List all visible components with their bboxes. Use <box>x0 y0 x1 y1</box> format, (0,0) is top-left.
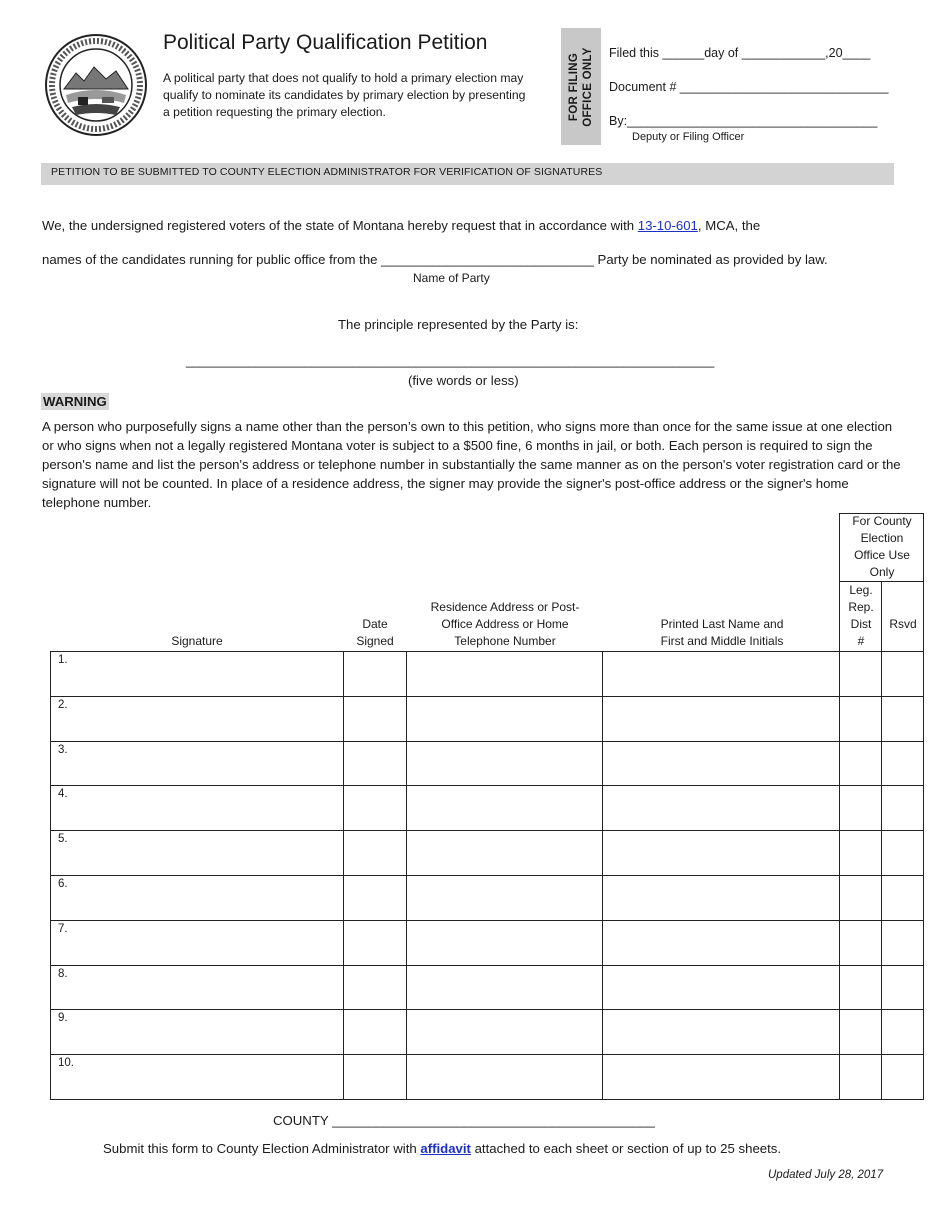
row-number: 10. <box>58 1057 74 1069</box>
column-header-county-use <box>840 513 924 581</box>
county-field[interactable]: COUNTY ____________________________________________ <box>273 1113 655 1128</box>
updated-date: Updated July 28, 2017 <box>768 1169 884 1181</box>
column-header-county-line1: For County <box>852 514 912 528</box>
table-row[interactable] <box>51 742 923 785</box>
statute-link[interactable]: 13-10-601 <box>637 218 698 233</box>
row-number: 2. <box>58 699 68 711</box>
column-header-date <box>344 616 406 650</box>
column-header-address-line1: Residence Address or Post- <box>430 600 580 614</box>
table-row[interactable] <box>51 1055 923 1098</box>
warning-text: A person who purposefully signs a name other than the person’s own to this petition, who signs more than once for the same issue at one election or who signs when not a legally registered Montana voter is subject to a $500 fine, 6 months in jail, or both. Each person is required to sign the person's name and list the person's address or telephone number in substantially the same manner as on the person's voter registration card or the signature will not be counted. In place of a residence address, the signer may provide the signer's post-office address or the signer's home telephone number. <box>42 419 901 510</box>
deputy-caption: Deputy or Filing Officer <box>632 131 745 143</box>
row-number: 4. <box>58 788 68 800</box>
filing-office-label-line1: FOR FILING <box>568 52 580 121</box>
column-header-date-line2: Signed <box>356 634 394 648</box>
column-header-leg-rep-dist <box>840 582 882 650</box>
column-header-name-line2: First and Middle Initials <box>660 634 784 648</box>
table-row[interactable] <box>51 786 923 829</box>
table-row[interactable] <box>51 1010 923 1053</box>
column-header-name-line1: Printed Last Name and <box>660 617 784 631</box>
row-number: 5. <box>58 833 68 845</box>
column-header-county-line2: Election <box>860 531 904 545</box>
warning-label: WARNING <box>43 394 107 409</box>
filing-office-label <box>561 28 601 145</box>
submission-banner <box>41 163 894 185</box>
page-title: Political Party Qualification Petition <box>163 31 488 54</box>
table-row[interactable] <box>51 876 923 919</box>
table-row[interactable] <box>51 652 923 695</box>
document-number-field[interactable]: Document # ______________________________ <box>609 80 889 94</box>
row-number: 8. <box>58 968 68 980</box>
column-header-address-line3: Telephone Number <box>454 634 556 648</box>
filed-date-field[interactable]: Filed this ______day of ____________,20____ <box>609 46 871 60</box>
column-header-leg-line3: Dist <box>850 617 872 631</box>
page-subtitle: A political party that does not qualify to hold a primary election may qualify to nominate its candidates by primary election by presenting a petition requesting the primary election. <box>163 71 526 119</box>
filing-office-label-line2: OFFICE ONLY <box>582 46 594 127</box>
row-number: 1. <box>58 654 68 666</box>
row-number: 7. <box>58 923 68 935</box>
column-header-leg-line2: Rep. <box>848 600 874 614</box>
montana-state-seal-icon <box>44 33 148 137</box>
submit-instructions-suffix: attached to each sheet or section of up to 25 sheets. <box>470 1141 782 1156</box>
table-row[interactable] <box>51 697 923 740</box>
column-header-printed-name <box>604 616 840 650</box>
principle-caption: (five words or less) <box>408 373 519 388</box>
request-statement-text: We, the undersigned registered voters of the state of Montana hereby request that in accordance with <box>42 218 638 233</box>
grid-line <box>839 513 924 514</box>
request-statement-suffix: , MCA, the <box>697 218 761 233</box>
column-header-signature: Signature <box>171 634 223 648</box>
principle-label: The principle represented by the Party is: <box>338 317 579 332</box>
column-header-rsvd: Rsvd <box>889 617 917 631</box>
table-row[interactable] <box>51 831 923 874</box>
table-row[interactable] <box>51 966 923 1009</box>
grid-line <box>50 1099 924 1100</box>
row-number: 9. <box>58 1012 68 1024</box>
submit-instructions-text: Submit this form to County Election Administrator with <box>103 1141 421 1156</box>
column-header-county-line4: Only <box>869 565 895 579</box>
table-row[interactable] <box>51 921 923 964</box>
principle-field[interactable]: ____________________________________________________________________________ <box>186 354 715 368</box>
column-header-leg-line4: # <box>857 634 865 648</box>
row-number: 3. <box>58 744 68 756</box>
affidavit-link[interactable]: affidavit <box>420 1141 471 1156</box>
row-number: 6. <box>58 878 68 890</box>
submission-banner-text: PETITION TO BE SUBMITTED TO COUNTY ELECTION ADMINISTRATOR FOR VERIFICATION OF SIGNATURES <box>51 166 603 178</box>
submit-instructions <box>103 1141 781 1156</box>
request-statement-line1 <box>42 218 760 233</box>
column-header-county-line3: Office Use <box>854 548 910 562</box>
party-name-caption: Name of Party <box>413 271 490 285</box>
filing-officer-field[interactable]: By:____________________________________ <box>609 114 878 128</box>
grid-line <box>923 513 924 1099</box>
column-header-address <box>407 599 603 650</box>
column-header-leg-line1: Leg. <box>849 583 873 597</box>
column-header-date-line1: Date <box>362 617 388 631</box>
column-header-address-line2: Office Address or Home <box>441 617 569 631</box>
party-name-field[interactable]: names of the candidates running for public office from the _____________________________ Party be nominated as provided by law. <box>42 252 828 267</box>
